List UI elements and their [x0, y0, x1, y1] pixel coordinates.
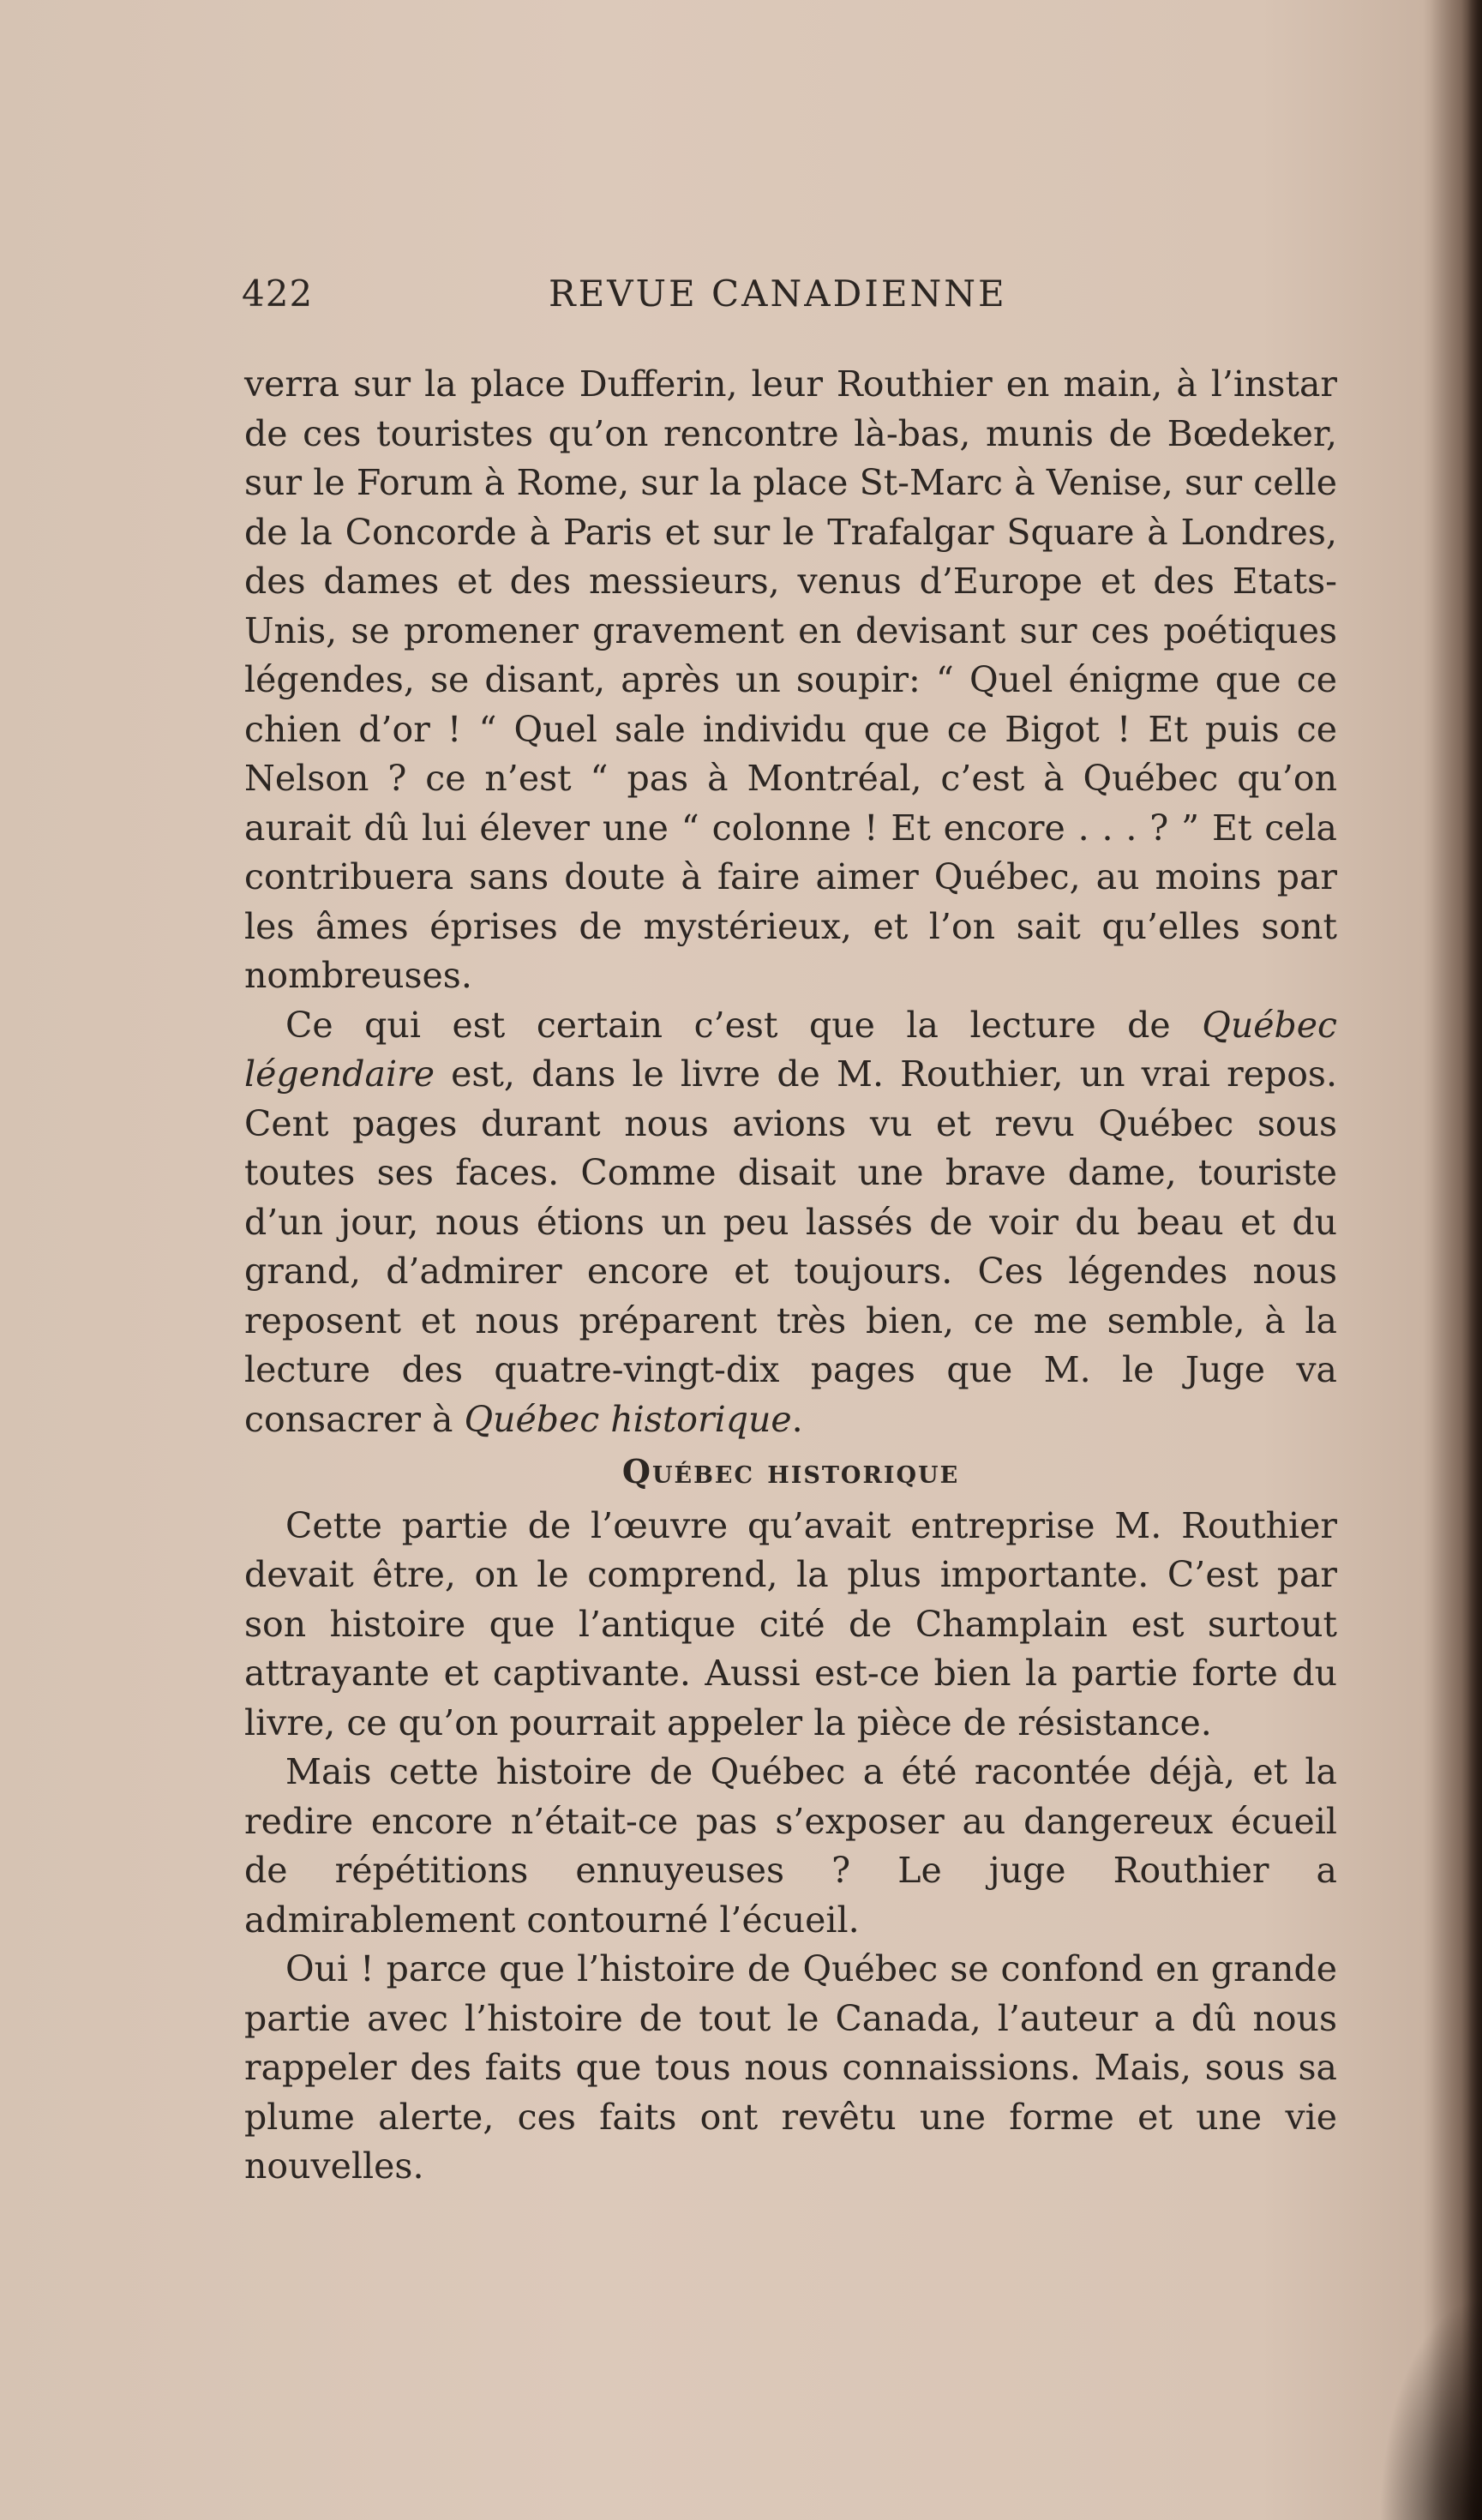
paragraph-4: Mais cette histoire de Québec a été racontée déjà, et la redire encore n’était-ce pas s’exposer au dangereux écueil de répétitions ennuyeuses ? Le juge Routhier a admirablement contourné l’écueil.: [244, 1751, 1337, 1941]
running-title: REVUE CANADIENNE: [549, 273, 1007, 315]
paragraph-1: verra sur la place Dufferin, leur Routhier en main, à l’instar de ces touristes qu’on rencontre là-bas, munis de Bœdeker, sur le Forum à Rome, sur la place St-Marc à Venise, sur celle de la Concorde à Paris et sur le Trafalgar Square à Londres, des dames et des messieurs, venus d’Europe et des Etats-Unis, se promener gravement en devisant sur ces poétiques légendes, se disant, après un soupir: “ Quel énigme que ce chien d’or ! “ Quel sale individu que ce Bigot ! Et puis ce Nelson ? ce n’est “ pas à Montréal, c’est à Québec qu’on aurait dû lui élever une “ colonne ! Et encore . . . ? ” Et cela contribuera sans doute à faire aimer Québec, au moins par les âmes éprises de mystérieux, et l’on sait qu’elles sont nombreuses.: [244, 363, 1337, 996]
paragraph-2-text-a: Ce qui est certain c’est que la lecture de: [285, 1004, 1203, 1046]
body-text: [244, 360, 1337, 2192]
paragraph-2-text-c: .: [791, 1398, 803, 1440]
paragraph-2-text-b: est, dans le livre de M. Routhier, un vrai repos. Cent pages durant nous avions vu et revu Québec sous toutes ses faces. Comme disait une brave dame, touriste d’un jour, nous étions un peu lassés de voir du beau et du grand, d’admirer encore et toujours. Ces légendes nous reposent et nous préparent très bien, ce me semble, à la lecture des quatre-vingt-dix pages que M. le Juge va consacrer à: [244, 1053, 1337, 1440]
page-number: 422: [242, 273, 314, 315]
page-header: [242, 273, 1339, 324]
section-heading: Québec historique: [621, 1452, 960, 1491]
page-edge-shadow: [1431, 0, 1482, 2520]
book-title-legendaire: Québec légendaire: [244, 1004, 1337, 1095]
page-corner-shadow: [1379, 2297, 1482, 2520]
paragraph-2: [244, 1001, 1337, 1445]
book-title-historique: Québec historique: [464, 1398, 792, 1440]
paragraph-3: Cette partie de l’œuvre qu’avait entreprise M. Routhier devait être, on le comprend, la plus importante. C’est par son histoire que l’antique cité de Champlain est surtout attrayante et captivante. Aussi est-ce bien la partie forte du livre, ce qu’on pourrait appeler la pièce de résistance.: [244, 1504, 1337, 1743]
paragraph-5: Oui ! parce que l’histoire de Québec se confond en grande partie avec l’histoire de tout le Canada, l’auteur a dû nous rappeler des faits que tous nous connaissions. Mais, sous sa plume alerte, ces faits ont revêtu une forme et une vie nouvelles.: [244, 1948, 1337, 2187]
